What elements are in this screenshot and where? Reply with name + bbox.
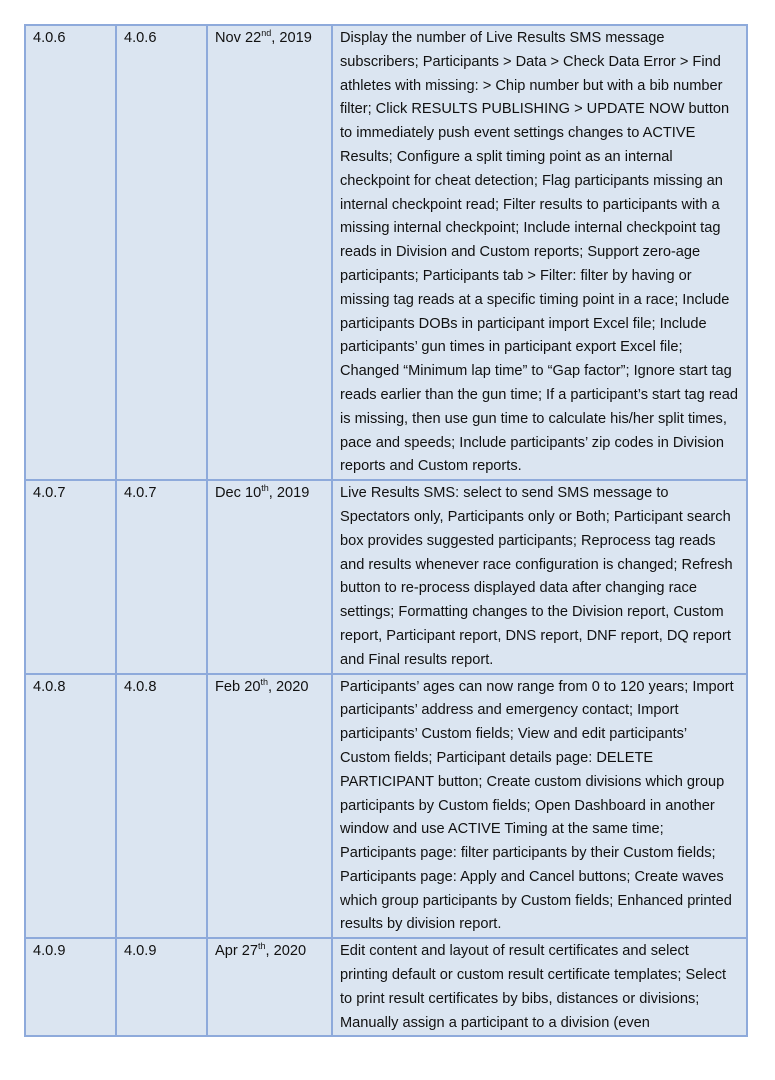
table-row <box>25 480 747 673</box>
date-year: , 2019 <box>271 30 312 46</box>
date-year: , 2020 <box>265 943 307 960</box>
table-row <box>25 25 747 480</box>
date-cell <box>207 938 332 1036</box>
date-cell <box>207 480 332 673</box>
description-cell: Display the number of Live Results SMS message subscribers; Participants > Data > Check Data Error > Find athletes with missing: > Chip number but with a bib number filter; Click RESULTS PUBLISHING > UPDATE NOW button to immediately push event settings changes to ACTIVE Results; Configure a split timing point as an internal checkpoint for cheat detection; Flag participants missing an internal checkpoint read; Filter results to participants with a missing internal checkpoint; Include internal checkpoint tag reads in Division and Custom reports; Support zero-age participants; Participants tab > Filter: filter by having or missing tag reads at a specific timing point in a race; Include participants DOBs in participant import Excel file; Include participants’ gun times in participant export Excel file; Changed “Minimum lap time” to “Gap factor”; Ignore start tag reads earlier than the gun time; If a participant’s start tag read is missing, then use gun time to calculate his/her split times, pace and speeds; Include participants’ zip codes in Division reports and Custom reports. <box>332 25 747 480</box>
date-suffix: nd <box>261 28 272 39</box>
date-month: Feb 20 <box>215 678 261 695</box>
build-cell: 4.0.6 <box>116 25 207 480</box>
date-suffix: th <box>260 676 268 687</box>
date-cell <box>207 25 332 480</box>
description-cell: Live Results SMS: select to send SMS message to Spectators only, Participants only or Both; Participant search box provides suggested participants; Reprocess tag reads and results whenever race configuration is changed; Refresh button to re-process displayed data after changing race settings; Formatting changes to the Division report, Custom report, Participant report, DNS report, DNF report, DQ report and Final results report. <box>332 480 747 673</box>
date-year: , 2020 <box>267 678 309 695</box>
build-cell: 4.0.8 <box>116 674 207 939</box>
version-cell: 4.0.9 <box>25 938 116 1036</box>
build-cell: 4.0.7 <box>116 480 207 673</box>
version-cell: 4.0.7 <box>25 480 116 673</box>
build-cell: 4.0.9 <box>116 938 207 1036</box>
date-month: Nov 22 <box>215 30 262 46</box>
date-month: Dec 10 <box>215 485 262 502</box>
release-history-table <box>24 24 748 1037</box>
date-suffix: th <box>258 941 266 952</box>
date-suffix: th <box>261 483 269 494</box>
description-cell: Edit content and layout of result certificates and select printing default or custom result certificate templates; Select to print result certificates by bibs, distances or divisions; Manually assign a participant to a division (even <box>332 938 747 1036</box>
date-cell <box>207 674 332 939</box>
version-cell: 4.0.6 <box>25 25 116 480</box>
date-month: Apr 27 <box>215 943 258 960</box>
version-cell: 4.0.8 <box>25 674 116 939</box>
date-year: , 2019 <box>268 485 310 502</box>
table-row <box>25 674 747 939</box>
table-row <box>25 938 747 1036</box>
description-cell: Participants’ ages can now range from 0 to 120 years; Import participants’ address and emergency contact; Import participants’ Custom fields; View and edit participants’ Custom fields; Participant details page: DELETE PARTICIPANT button; Create custom divisions which group participants by Custom fields; Open Dashboard in another window and use ACTIVE Timing at the same time; Participants page: filter participants by their Custom fields; Participants page: Apply and Cancel buttons; Create waves which group participants by Custom fields; Enhanced printed results by division report. <box>332 674 747 939</box>
